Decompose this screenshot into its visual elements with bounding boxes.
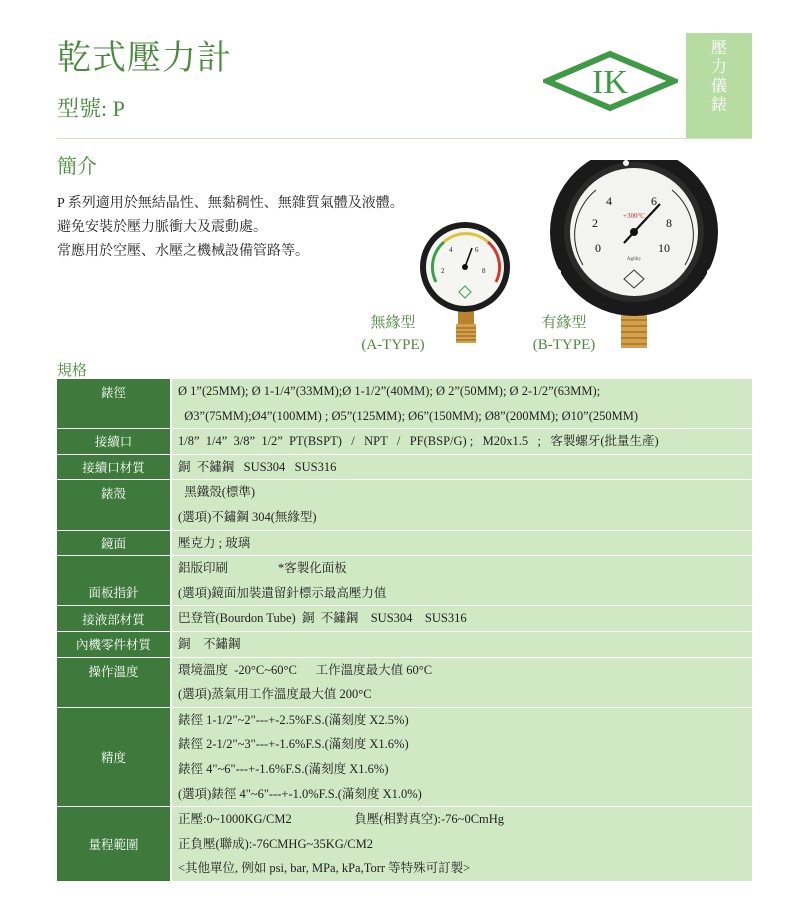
intro-line: 常應用於空壓、水壓之機械設備管路等。 (57, 244, 309, 259)
spec-value (171, 707, 752, 806)
spec-line: (選項)鏡面加裝遺留針標示最高壓力值 (178, 585, 387, 600)
spec-label: 內機零件材質 (57, 631, 171, 657)
spec-label: 面板指針 (57, 556, 171, 606)
spec-label: 量程範圍 (57, 807, 171, 882)
spec-value (171, 657, 752, 707)
ik-logo (543, 50, 678, 112)
spec-value (171, 480, 752, 530)
spec-line: (選項)蒸氣用工作溫度最大值 200°C (178, 687, 372, 702)
spec-label: 接續口材質 (57, 454, 171, 480)
spec-value (171, 530, 752, 556)
dial-number: 10 (658, 241, 670, 255)
dial-number: 4 (449, 246, 453, 254)
dial-number: 0 (595, 241, 601, 255)
dial-number: 6 (475, 246, 479, 254)
spec-line: (選項)不鏽鋼 304(無緣型) (178, 509, 317, 524)
spec-line: 銅 不鏽鋼 SUS304 SUS316 (178, 459, 337, 474)
gauge-a-name: 無緣型 (370, 315, 416, 331)
dial-number: 8 (666, 216, 672, 230)
spec-label: 錶殼 (57, 480, 171, 530)
spec-line: 錶徑 1-1/2"~2"---+-2.5%F.S.(滿刻度 X2.5%) (178, 712, 409, 727)
side-tab (686, 33, 752, 138)
spec-line: 巴登管(Bourdon Tube) 銅 不鏽鋼 SUS304 SUS316 (178, 611, 467, 626)
spec-row (57, 530, 752, 556)
spec-line: Ø3”(75MM);Ø4”(100MM) ; Ø5”(125MM); Ø6”(150MM); Ø8”(200MM); Ø10”(250MM) (178, 408, 639, 423)
dial-number: 2 (441, 267, 445, 275)
spec-row (57, 631, 752, 657)
spec-row (57, 606, 752, 632)
spec-line: 壓克力 ; 玻璃 (178, 535, 251, 550)
spec-line: 正壓:0~1000KG/CM2 負壓(相對真空):-76~0CmHg (178, 812, 505, 827)
spec-row (57, 807, 752, 882)
gauge-b-caption (528, 312, 600, 356)
spec-line: 銅 不鏽鋼 (178, 636, 241, 651)
spec-label: 操作溫度 (57, 657, 171, 707)
spec-label: 接續口 (57, 429, 171, 455)
intro-heading: 簡介 (57, 156, 97, 178)
spec-value (171, 454, 752, 480)
spec-label: 精度 (57, 707, 171, 806)
spec-line: <其他單位, 例如 psi, bar, MPa, kPa,Torr 等特殊可訂製> (178, 861, 471, 876)
dial-number: 2 (592, 216, 598, 230)
spec-line: 1/8” 1/4” 3/8” 1/2” PT(BSPT) / NPT / PF(BSP/G) ; M20x1.5 ; 客製螺牙(批量生產) (178, 434, 659, 449)
spec-label: 錶徑 (57, 379, 171, 429)
spec-line: 正負壓(聯成):-76CMHG~35KG/CM2 (178, 836, 373, 851)
spec-value (171, 379, 752, 429)
spec-row (57, 707, 752, 806)
spec-table (57, 379, 752, 882)
gauge-a-type: (A-TYPE) (361, 337, 425, 353)
spec-value (171, 631, 752, 657)
gauge-a-caption (358, 312, 428, 356)
spec-row (57, 429, 752, 455)
spec-heading: 規格 (57, 363, 88, 379)
spec-label: 接液部材質 (57, 606, 171, 632)
spec-value (171, 606, 752, 632)
spec-line: 黑鐵殼(標準) (178, 485, 256, 500)
side-tab-char: 錶 (710, 97, 727, 114)
spec-line: 環境溫度 -20°C~60°C 工作溫度最大值 60°C (178, 662, 433, 677)
intro-text (57, 192, 404, 264)
gauge-b-name: 有緣型 (541, 315, 587, 331)
gauge-a-image (418, 220, 513, 345)
spec-label: 鏡面 (57, 530, 171, 556)
page-title: 乾式壓力計 (57, 40, 232, 77)
intro-line: 避免安裝於壓力脈衝大及震動處。 (57, 220, 267, 235)
side-tab-char: 儀 (710, 78, 727, 95)
spec-line: (選項)錶徑 4"~6"---+-1.0%F.S.(滿刻度 X1.0%) (178, 786, 422, 801)
model-label: 型號: P (57, 96, 125, 121)
dial-number: 4 (606, 194, 612, 208)
spec-line: 錶徑 4"~6"---+-1.6%F.S.(滿刻度 X1.6%) (178, 761, 389, 776)
side-tab-char: 力 (710, 59, 727, 76)
dial-number: 8 (482, 267, 486, 275)
intro-line: P 系列適用於無結晶性、無黏稠性、無雜質氣體及液體。 (57, 196, 404, 211)
logo-text: IK (592, 64, 628, 101)
spec-value (171, 556, 752, 606)
spec-row (57, 556, 752, 606)
side-tab-char: 壓 (710, 40, 727, 57)
dial-number: 6 (651, 194, 657, 208)
spec-line: Ø 1”(25MM); Ø 1-1/4”(33MM);Ø 1-1/2”(40MM); Ø 2”(50MM); Ø 2-1/2”(63MM); (178, 384, 601, 398)
gauge-b-type: (B-TYPE) (532, 337, 596, 353)
header-divider (57, 138, 752, 139)
spec-row (57, 480, 752, 530)
spec-line: 鋁版印刷 *客製化面板 (178, 561, 347, 576)
spec-line: 錶徑 2-1/2"~3"---+-1.6%F.S.(滿刻度 X1.6%) (178, 737, 409, 752)
dial-brand: Agility (626, 257, 642, 262)
spec-row (57, 657, 752, 707)
spec-row (57, 379, 752, 429)
spec-row (57, 454, 752, 480)
dial-center-text: +300°C (623, 212, 645, 220)
spec-value (171, 807, 752, 882)
spec-value (171, 429, 752, 455)
